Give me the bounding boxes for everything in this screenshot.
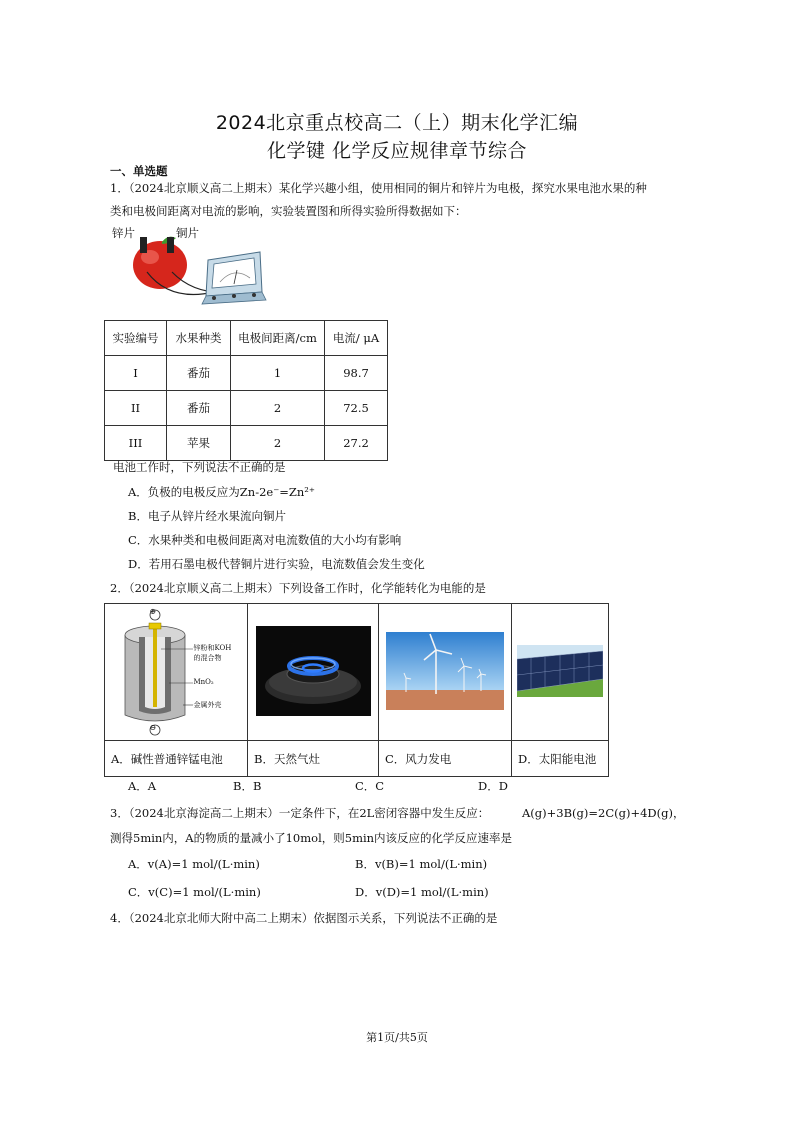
table-cell: II [105, 391, 167, 426]
q3-line1: 3．（2024北京海淀高二上期末）一定条件下，在2L密闭容器中发生反应： [110, 806, 490, 820]
battery-label-mno2: MnO₂ [193, 678, 214, 686]
q1-option-a: A．负极的电极反应为Zn-2e⁻=Zn²⁺ [128, 485, 315, 499]
device-labels-row [105, 741, 609, 777]
gas-stove-image [256, 626, 371, 716]
table-cell: 苹果 [167, 426, 231, 461]
battery-label-shell: 金属外壳 [193, 701, 222, 709]
fruit-battery-figure [110, 222, 270, 316]
zinc-manganese-battery-diagram [109, 607, 244, 737]
q2-choice-a: A．A [128, 779, 157, 793]
q3-option-a: A．v(A)=1 mol/(L·min) [128, 857, 260, 871]
q2-choice-d: D．D [478, 779, 508, 793]
device-label-c: C．风力发电 [379, 741, 512, 777]
table-header-row [105, 321, 388, 356]
wind-power-image-cell [379, 604, 512, 741]
q1-line2: 类和电极间距离对电流的影响，实验装置图和所得实验所得数据如下： [110, 204, 467, 218]
q4-line1: 4．（2024北京北师大附中高二上期末）依据图示关系，下列说法不正确的是 [110, 911, 498, 925]
header-cell: 电极间距离/cm [231, 321, 325, 356]
document-title: 2024北京重点校高二（上）期末化学汇编 [215, 112, 579, 134]
solar-panels-image [517, 645, 603, 697]
device-label-a: A．碱性普通锌锰电池 [105, 741, 248, 777]
page-footer: 第1页/共5页 [366, 1031, 428, 1044]
zinc-label: 锌片 [112, 226, 135, 240]
wind-turbines-image [386, 632, 504, 710]
battery-label-zinc-koh: 锌粉和KOH [193, 644, 232, 652]
battery-minus-sign: ⊖ [149, 723, 157, 732]
header-cell: 实验编号 [105, 321, 167, 356]
header-cell: 电流/ μA [325, 321, 388, 356]
device-label-d: D．太阳能电池 [512, 741, 609, 777]
table-cell: III [105, 426, 167, 461]
table-cell: 72.5 [325, 391, 388, 426]
copper-label: 铜片 [176, 226, 199, 240]
header-cell: 水果种类 [167, 321, 231, 356]
device-label-b: B．天然气灶 [248, 741, 379, 777]
table-row [105, 391, 388, 426]
table-cell: 2 [231, 426, 325, 461]
solar-panel-image-cell [512, 604, 609, 741]
table-cell: 番茄 [167, 391, 231, 426]
q2-choice-b: B．B [233, 779, 262, 793]
q3-option-b: B．v(B)=1 mol/(L·min) [355, 857, 488, 871]
q2-line1: 2．（2024北京顺义高二上期末）下列设备工作时，化学能转化为电能的是 [110, 581, 486, 595]
document-subtitle: 化学键 化学反应规律章节综合 [266, 140, 528, 162]
battery-label-mixture: 的混合物 [193, 654, 222, 662]
section-heading: 一、单选题 [110, 164, 168, 178]
devices-table [104, 603, 609, 777]
q1-option-b: B．电子从锌片经水果流向铜片 [128, 509, 286, 523]
q3-line2: 测得5min内，A的物质的量减小了10mol，则5min内该反应的化学反应速率是 [110, 831, 513, 845]
device-images-row [105, 604, 609, 741]
table-cell: 27.2 [325, 426, 388, 461]
table-row [105, 426, 388, 461]
battery-plus-sign: ⊕ [149, 607, 157, 616]
gas-stove-image-cell [248, 604, 379, 741]
q3-option-d: D．v(D)=1 mol/(L·min) [355, 885, 489, 899]
table-cell: 98.7 [325, 356, 388, 391]
table-row [105, 356, 388, 391]
table-cell: 番茄 [167, 356, 231, 391]
q2-choice-c: C．C [355, 779, 385, 793]
q1-option-c: C．水果种类和电极间距离对电流数值的大小均有影响 [128, 533, 402, 547]
q1-option-d: D．若用石墨电极代替铜片进行实验，电流数值会发生变化 [128, 557, 425, 571]
q3-reaction-equation: A(g)+3B(g)=2C(g)+4D(g)， [522, 806, 685, 820]
q1-line1: 1．（2024北京顺义高二上期末）某化学兴趣小组，使用相同的铜片和锌片为电极，探究水果电池水果的种 [110, 181, 647, 195]
experiment-data-table [104, 320, 388, 461]
battery-image-cell [105, 604, 248, 741]
table-cell: 2 [231, 391, 325, 426]
table-cell: I [105, 356, 167, 391]
q1-stem: 电池工作时，下列说法不正确的是 [113, 460, 286, 474]
q3-option-c: C．v(C)=1 mol/(L·min) [128, 885, 261, 899]
table-cell: 1 [231, 356, 325, 391]
apple-ammeter-image [110, 222, 270, 316]
